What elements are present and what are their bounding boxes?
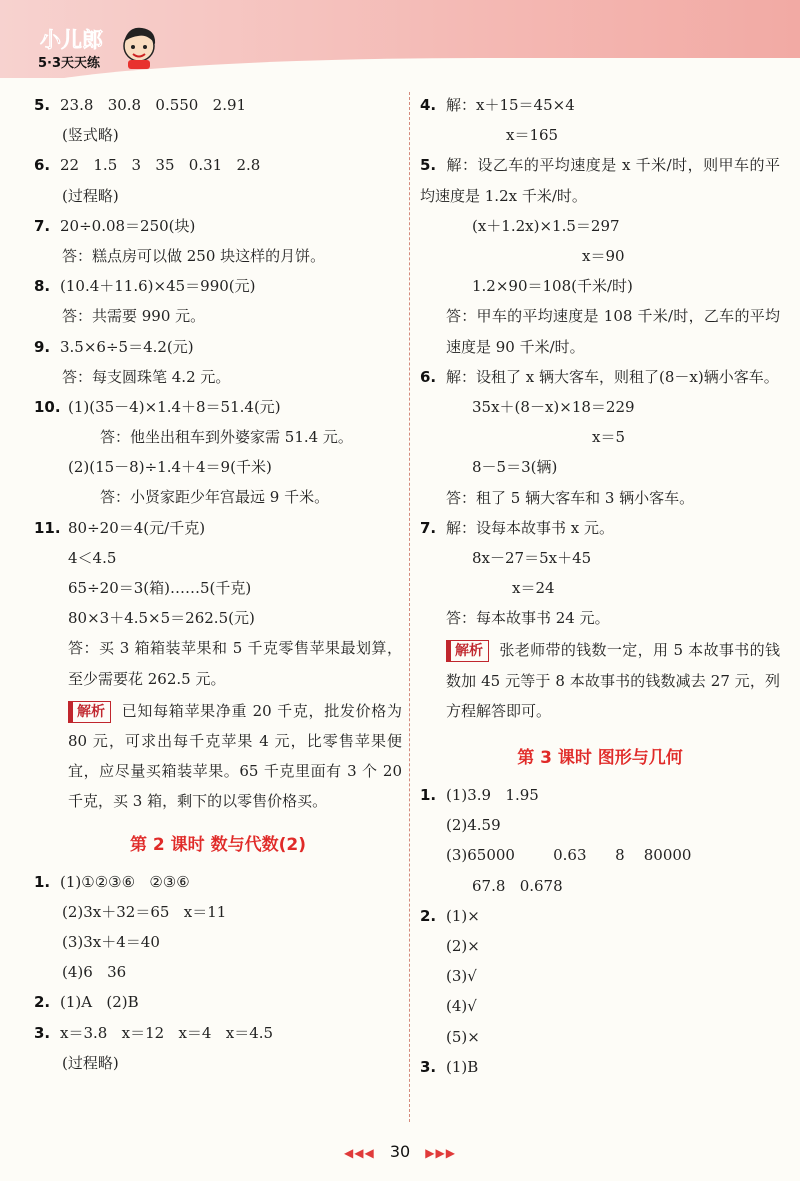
answer-line xyxy=(420,452,780,482)
answer-text: (3)3x＋4＝40 xyxy=(62,932,160,951)
answer-line xyxy=(34,90,402,120)
answer-text: (4)√ xyxy=(446,997,477,1016)
answer-line xyxy=(420,961,780,991)
question-number: 4. xyxy=(420,96,437,114)
question-number: 9. xyxy=(34,337,51,356)
answer-line xyxy=(420,840,780,870)
answer-text: x＝165 xyxy=(506,126,559,145)
answer-line xyxy=(34,482,402,512)
answer-line xyxy=(34,1048,402,1078)
answer-line xyxy=(34,987,402,1017)
analysis-tag: 解析 xyxy=(446,640,489,662)
answer-text: 答：共需要 990 元。 xyxy=(62,307,206,326)
answer-line xyxy=(420,901,780,931)
answer-line xyxy=(34,150,402,180)
answer-line xyxy=(420,991,780,1021)
answer-text: (5)× xyxy=(446,1027,480,1046)
answer-text: 解：设租了 x 辆大客车，则租了(8－x)辆小客车。 xyxy=(446,367,779,386)
analysis-text: 张老师带的钱数一定，用 5 本故事书的钱数加 45 元等于 8 本故事书的钱数减去 27 元，列方程解答即可。 xyxy=(446,641,780,720)
answer-text: (1)B xyxy=(446,1057,479,1076)
answer-line xyxy=(34,362,402,392)
section-title: 第 3 课时 图形与几何 xyxy=(517,748,683,769)
answer-text: x＝24 xyxy=(512,579,555,598)
answer-line xyxy=(34,241,402,271)
answer-line xyxy=(34,867,402,897)
answer-text: x＝5 xyxy=(592,428,626,447)
section-title: 第 2 课时 数与代数(2) xyxy=(130,834,306,855)
answer-line xyxy=(34,633,402,693)
answer-line xyxy=(34,957,402,987)
answer-text: 4＜4.5 xyxy=(68,548,117,567)
answer-text: (过程略) xyxy=(62,1053,119,1072)
answer-line xyxy=(34,603,402,633)
answer-text: 35x＋(8－x)×18＝229 xyxy=(472,397,635,416)
question-number: 7. xyxy=(34,216,51,235)
answer-text: (2)3x＋32＝65 x＝11 xyxy=(62,902,227,921)
answer-line xyxy=(420,211,780,241)
answer-line xyxy=(34,543,402,573)
analysis-text: 已知每箱苹果净重 20 千克，批发价格为 80 元，可求出每千克苹果 4 元，比零售苹果便宜，应尽量买箱装苹果。65 千克里面有 3 个 20 千克，买 3 箱，剩下的以零售价格买。 xyxy=(68,701,402,811)
answer-line xyxy=(34,513,402,543)
answer-line xyxy=(420,150,780,210)
answer-line xyxy=(420,120,780,150)
answer-line xyxy=(420,1022,780,1052)
answer-text: 8x－27＝5x＋45 xyxy=(472,548,592,567)
question-number: 8. xyxy=(34,277,51,296)
answer-line xyxy=(420,392,780,422)
next-arrows-icon: ▶▶▶ xyxy=(425,1146,456,1160)
answer-text: 答：小贤家距少年宫最远 9 千米。 xyxy=(100,488,330,507)
answer-text: 答：租了 5 辆大客车和 3 辆小客车。 xyxy=(446,488,695,507)
answer-text: x＝3.8 x＝12 x＝4 x＝4.5 xyxy=(60,1023,274,1042)
answer-line xyxy=(34,573,402,603)
answer-text: (1)× xyxy=(446,906,480,925)
answer-line xyxy=(34,927,402,957)
answer-text: 22 1.5 3 35 0.31 2.8 xyxy=(60,156,261,175)
answer-line xyxy=(34,392,402,422)
page-number: 30 xyxy=(389,1142,411,1161)
answer-text: 80×3＋4.5×5＝262.5(元) xyxy=(68,609,255,628)
answer-line xyxy=(420,483,780,513)
analysis-block xyxy=(34,696,402,817)
answer-text: (1)(35－4)×1.4＋8＝51.4(元) xyxy=(68,397,281,416)
answer-line xyxy=(420,573,780,603)
answer-line xyxy=(420,301,780,361)
answer-text: 答：每本故事书 24 元。 xyxy=(446,609,610,628)
answer-text: 65÷20＝3(箱)……5(千克) xyxy=(68,579,252,597)
answer-text: 答：甲车的平均速度是 108 千米/时，乙车的平均速度是 90 千米/时。 xyxy=(446,307,780,356)
answer-line xyxy=(420,871,780,901)
answer-line xyxy=(420,271,780,301)
answer-text: 23.8 30.8 0.550 2.91 xyxy=(60,96,247,114)
answer-text: 3.5×6÷5＝4.2(元) xyxy=(60,337,194,356)
question-number: 5. xyxy=(420,156,437,175)
answer-text: x＝90 xyxy=(582,246,625,265)
question-number: 3. xyxy=(34,1023,51,1042)
answer-text: (竖式略) xyxy=(62,126,119,145)
right-column xyxy=(420,90,780,1082)
answer-line xyxy=(34,181,402,211)
answer-text: 20÷0.08＝250(块) xyxy=(60,216,196,235)
answer-text: (2)4.59 xyxy=(446,816,501,835)
answer-text: 解：设每本故事书 x 元。 xyxy=(446,518,614,537)
question-number: 11. xyxy=(34,518,61,537)
question-number: 2. xyxy=(420,906,437,925)
answer-text: (10.4＋11.6)×45＝990(元) xyxy=(60,277,256,296)
question-number: 6. xyxy=(420,367,437,386)
answer-line xyxy=(420,241,780,271)
answer-line xyxy=(420,90,780,120)
answer-text: (1)①②③⑥ ②③⑥ xyxy=(60,872,190,891)
answer-text: (2)(15－8)÷1.4＋4＝9(千米) xyxy=(68,458,272,477)
question-number: 10. xyxy=(34,397,61,416)
answer-text: (2)× xyxy=(446,937,480,955)
question-number: 6. xyxy=(34,156,51,175)
answer-text: 答：每支圆珠笔 4.2 元。 xyxy=(62,367,231,386)
prev-arrows-icon: ◀◀◀ xyxy=(344,1146,375,1160)
question-number: 3. xyxy=(420,1057,437,1076)
answer-text: 答：他坐出租车到外婆家需 51.4 元。 xyxy=(100,428,353,447)
question-number: 7. xyxy=(420,518,437,537)
mascot-icon xyxy=(118,22,160,70)
answer-line xyxy=(420,1052,780,1082)
answer-line xyxy=(420,362,780,392)
answer-text: 1.2×90＝108(千米/时) xyxy=(472,277,633,296)
answer-line xyxy=(34,452,402,482)
question-number: 1. xyxy=(420,786,437,805)
answer-line xyxy=(420,543,780,573)
brand-logo xyxy=(34,22,164,72)
left-column xyxy=(34,90,402,1078)
logo-subtitle: 5·3天天练 xyxy=(38,56,101,71)
answer-line xyxy=(420,810,780,840)
answer-text: 67.8 0.678 xyxy=(472,876,563,895)
answer-line xyxy=(420,422,780,452)
answer-text: (1)A (2)B xyxy=(60,993,139,1012)
page-footer xyxy=(0,1142,800,1161)
answer-line xyxy=(34,897,402,927)
answer-line xyxy=(34,271,402,301)
answer-line xyxy=(34,1018,402,1048)
answer-text: 解：x＋15＝45×4 xyxy=(446,96,575,114)
logo-title: 小儿郎 xyxy=(40,28,103,52)
answer-line xyxy=(420,603,780,633)
answer-text: 8－5＝3(辆) xyxy=(472,458,558,477)
answer-line xyxy=(34,211,402,241)
answer-text: (1)3.9 1.95 xyxy=(446,786,539,805)
analysis-tag: 解析 xyxy=(68,701,111,723)
answer-line xyxy=(420,780,780,810)
answer-text: (3)√ xyxy=(446,967,477,986)
answer-line xyxy=(34,422,402,452)
column-divider xyxy=(409,92,410,1122)
answer-text: 答：买 3 箱箱装苹果和 5 千克零售苹果最划算，至少需要花 262.5 元。 xyxy=(68,639,402,688)
answer-line xyxy=(34,301,402,331)
answer-line xyxy=(420,513,780,543)
answer-text: 答：糕点房可以做 250 块这样的月饼。 xyxy=(62,246,326,265)
answer-text: (4)6 36 xyxy=(62,963,127,982)
question-number: 2. xyxy=(34,993,51,1012)
answer-text: 80÷20＝4(元/千克) xyxy=(68,518,206,537)
answer-text: (过程略) xyxy=(62,186,119,205)
analysis-block xyxy=(420,635,780,726)
question-number: 5. xyxy=(34,96,51,114)
answer-line xyxy=(34,120,402,150)
answer-line xyxy=(34,332,402,362)
answer-text: (3)65000 0.63 8 80000 xyxy=(446,846,692,865)
answer-text: (x＋1.2x)×1.5＝297 xyxy=(472,216,620,235)
answer-text: 解：设乙车的平均速度是 x 千米/时，则甲车的平均速度是 1.2x 千米/时。 xyxy=(420,156,780,205)
question-number: 1. xyxy=(34,872,51,891)
answer-line xyxy=(420,931,780,961)
